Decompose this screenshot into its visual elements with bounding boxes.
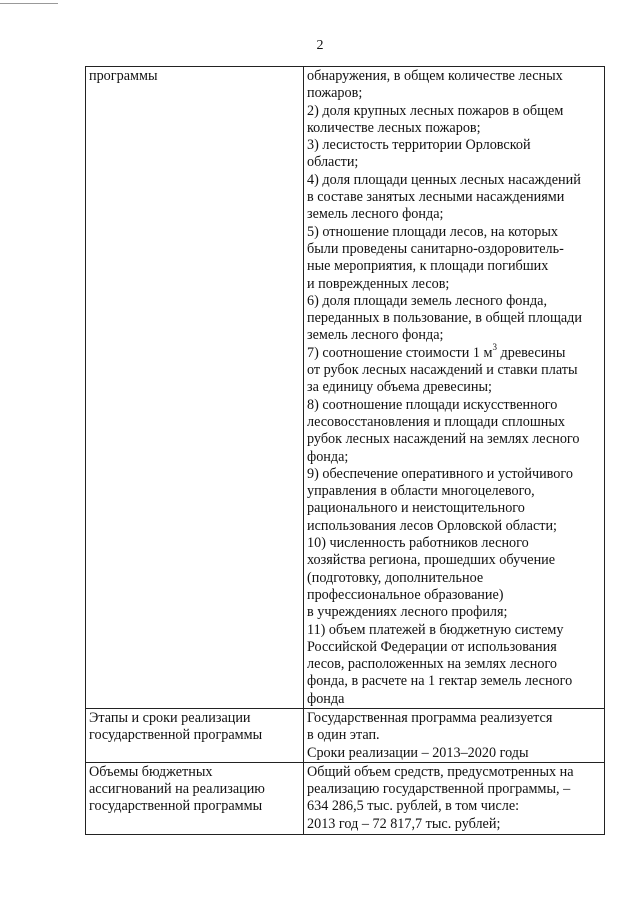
text-line: области;: [307, 154, 359, 171]
text-line: количестве лесных пожаров;: [307, 119, 481, 136]
text-line: в учреждениях лесного профиля;: [307, 604, 508, 621]
text-line: 2) доля крупных лесных пожаров в общем: [307, 102, 564, 119]
text-line: 8) соотношение площади искусственного: [307, 396, 558, 413]
text-line: лесовосстановления и площади сплошных: [307, 413, 565, 430]
table-row: [86, 762, 605, 834]
text-line: управления в области многоцелевого,: [307, 483, 535, 500]
text-line: лесов, расположенных на землях лесного: [307, 656, 558, 673]
table-row: [86, 67, 605, 709]
text-line: в составе занятых лесными насаждениями: [307, 189, 565, 206]
text-line: ные мероприятия, к площади погибших: [307, 258, 549, 275]
text-line: реализацию государственной программы, –: [307, 781, 571, 798]
text-line: в один этап.: [307, 727, 380, 744]
text-line: за единицу объема древесины;: [307, 379, 492, 396]
text-line: 10) численность работников лесного: [307, 535, 529, 552]
page-number: 2: [316, 38, 324, 53]
text-line: и поврежденных лесов;: [307, 275, 450, 292]
text-line: были проведены санитарно-оздоровитель-: [307, 240, 564, 257]
text-line: 6) доля площади земель лесного фонда,: [307, 292, 548, 309]
text-line: профессиональное образование): [307, 586, 504, 603]
superscript: 3: [492, 341, 497, 352]
text-line: Российской Федерации от использования: [307, 638, 557, 655]
text-line: переданных в пользование, в общей площади: [307, 310, 582, 327]
row-label-cell: [86, 762, 304, 834]
text-line: хозяйства региона, прошедших обучение: [307, 552, 556, 569]
text-line: Государственная программа реализуется: [307, 709, 553, 726]
text-line: 4) доля площади ценных лесных насаждений: [307, 171, 581, 188]
text-line: 11) объем платежей в бюджетную систему: [307, 621, 564, 638]
text-line: рационального и неистощительного: [307, 500, 525, 517]
text-line: от рубок лесных насаждений и ставки платы: [307, 362, 578, 379]
text-line: (подготовку, дополнительное: [307, 569, 484, 586]
row-label-line: государственной программы: [89, 727, 263, 744]
text-fragment: древесины: [496, 344, 566, 361]
text-line-with-superscript: [307, 341, 601, 362]
text-line: 3) лесистость территории Орловской: [307, 137, 531, 154]
text-line: обнаружения, в общем количестве лесных: [307, 68, 563, 84]
text-line: фонда: [307, 690, 345, 707]
table-row: [86, 708, 605, 762]
row-label-cell: [86, 67, 304, 709]
text-line: пожаров;: [307, 85, 363, 102]
text-line: 5) отношение площади лесов, на которых: [307, 223, 559, 240]
text-line: 9) обеспечение оперативного и устойчивого: [307, 465, 573, 482]
text-line: Сроки реализации – 2013–2020 годы: [307, 744, 529, 761]
row-label-line: программы: [89, 68, 158, 84]
row-label-line: Объемы бюджетных: [89, 763, 213, 780]
text-line: рубок лесных насаждений на землях лесного: [307, 431, 580, 448]
row-label-line: Этапы и сроки реализации: [89, 709, 251, 726]
text-line: фонда, в расчете на 1 гектар земель лесного: [307, 673, 573, 690]
text-line: 2013 год – 72 817,7 тыс. рублей;: [307, 815, 501, 832]
text-line: использования лесов Орловской области;: [307, 517, 557, 534]
top-margin-rule: [0, 3, 58, 4]
row-value-cell: [304, 67, 605, 709]
row-label-cell: [86, 708, 304, 762]
text-line: фонда;: [307, 448, 349, 465]
row-value-cell: [304, 708, 605, 762]
row-label-line: государственной программы: [89, 798, 263, 815]
text-line: 634 286,5 тыс. рублей, в том числе:: [307, 798, 520, 815]
text-line: земель лесного фонда;: [307, 327, 444, 344]
text-fragment: 7) соотношение стоимости 1 м: [307, 344, 493, 361]
text-line: Общий объем средств, предусмотренных на: [307, 763, 574, 780]
program-passport-table: [85, 66, 605, 835]
text-line: земель лесного фонда;: [307, 206, 444, 223]
row-value-cell: [304, 762, 605, 834]
row-label-line: ассигнований на реализацию: [89, 781, 265, 798]
